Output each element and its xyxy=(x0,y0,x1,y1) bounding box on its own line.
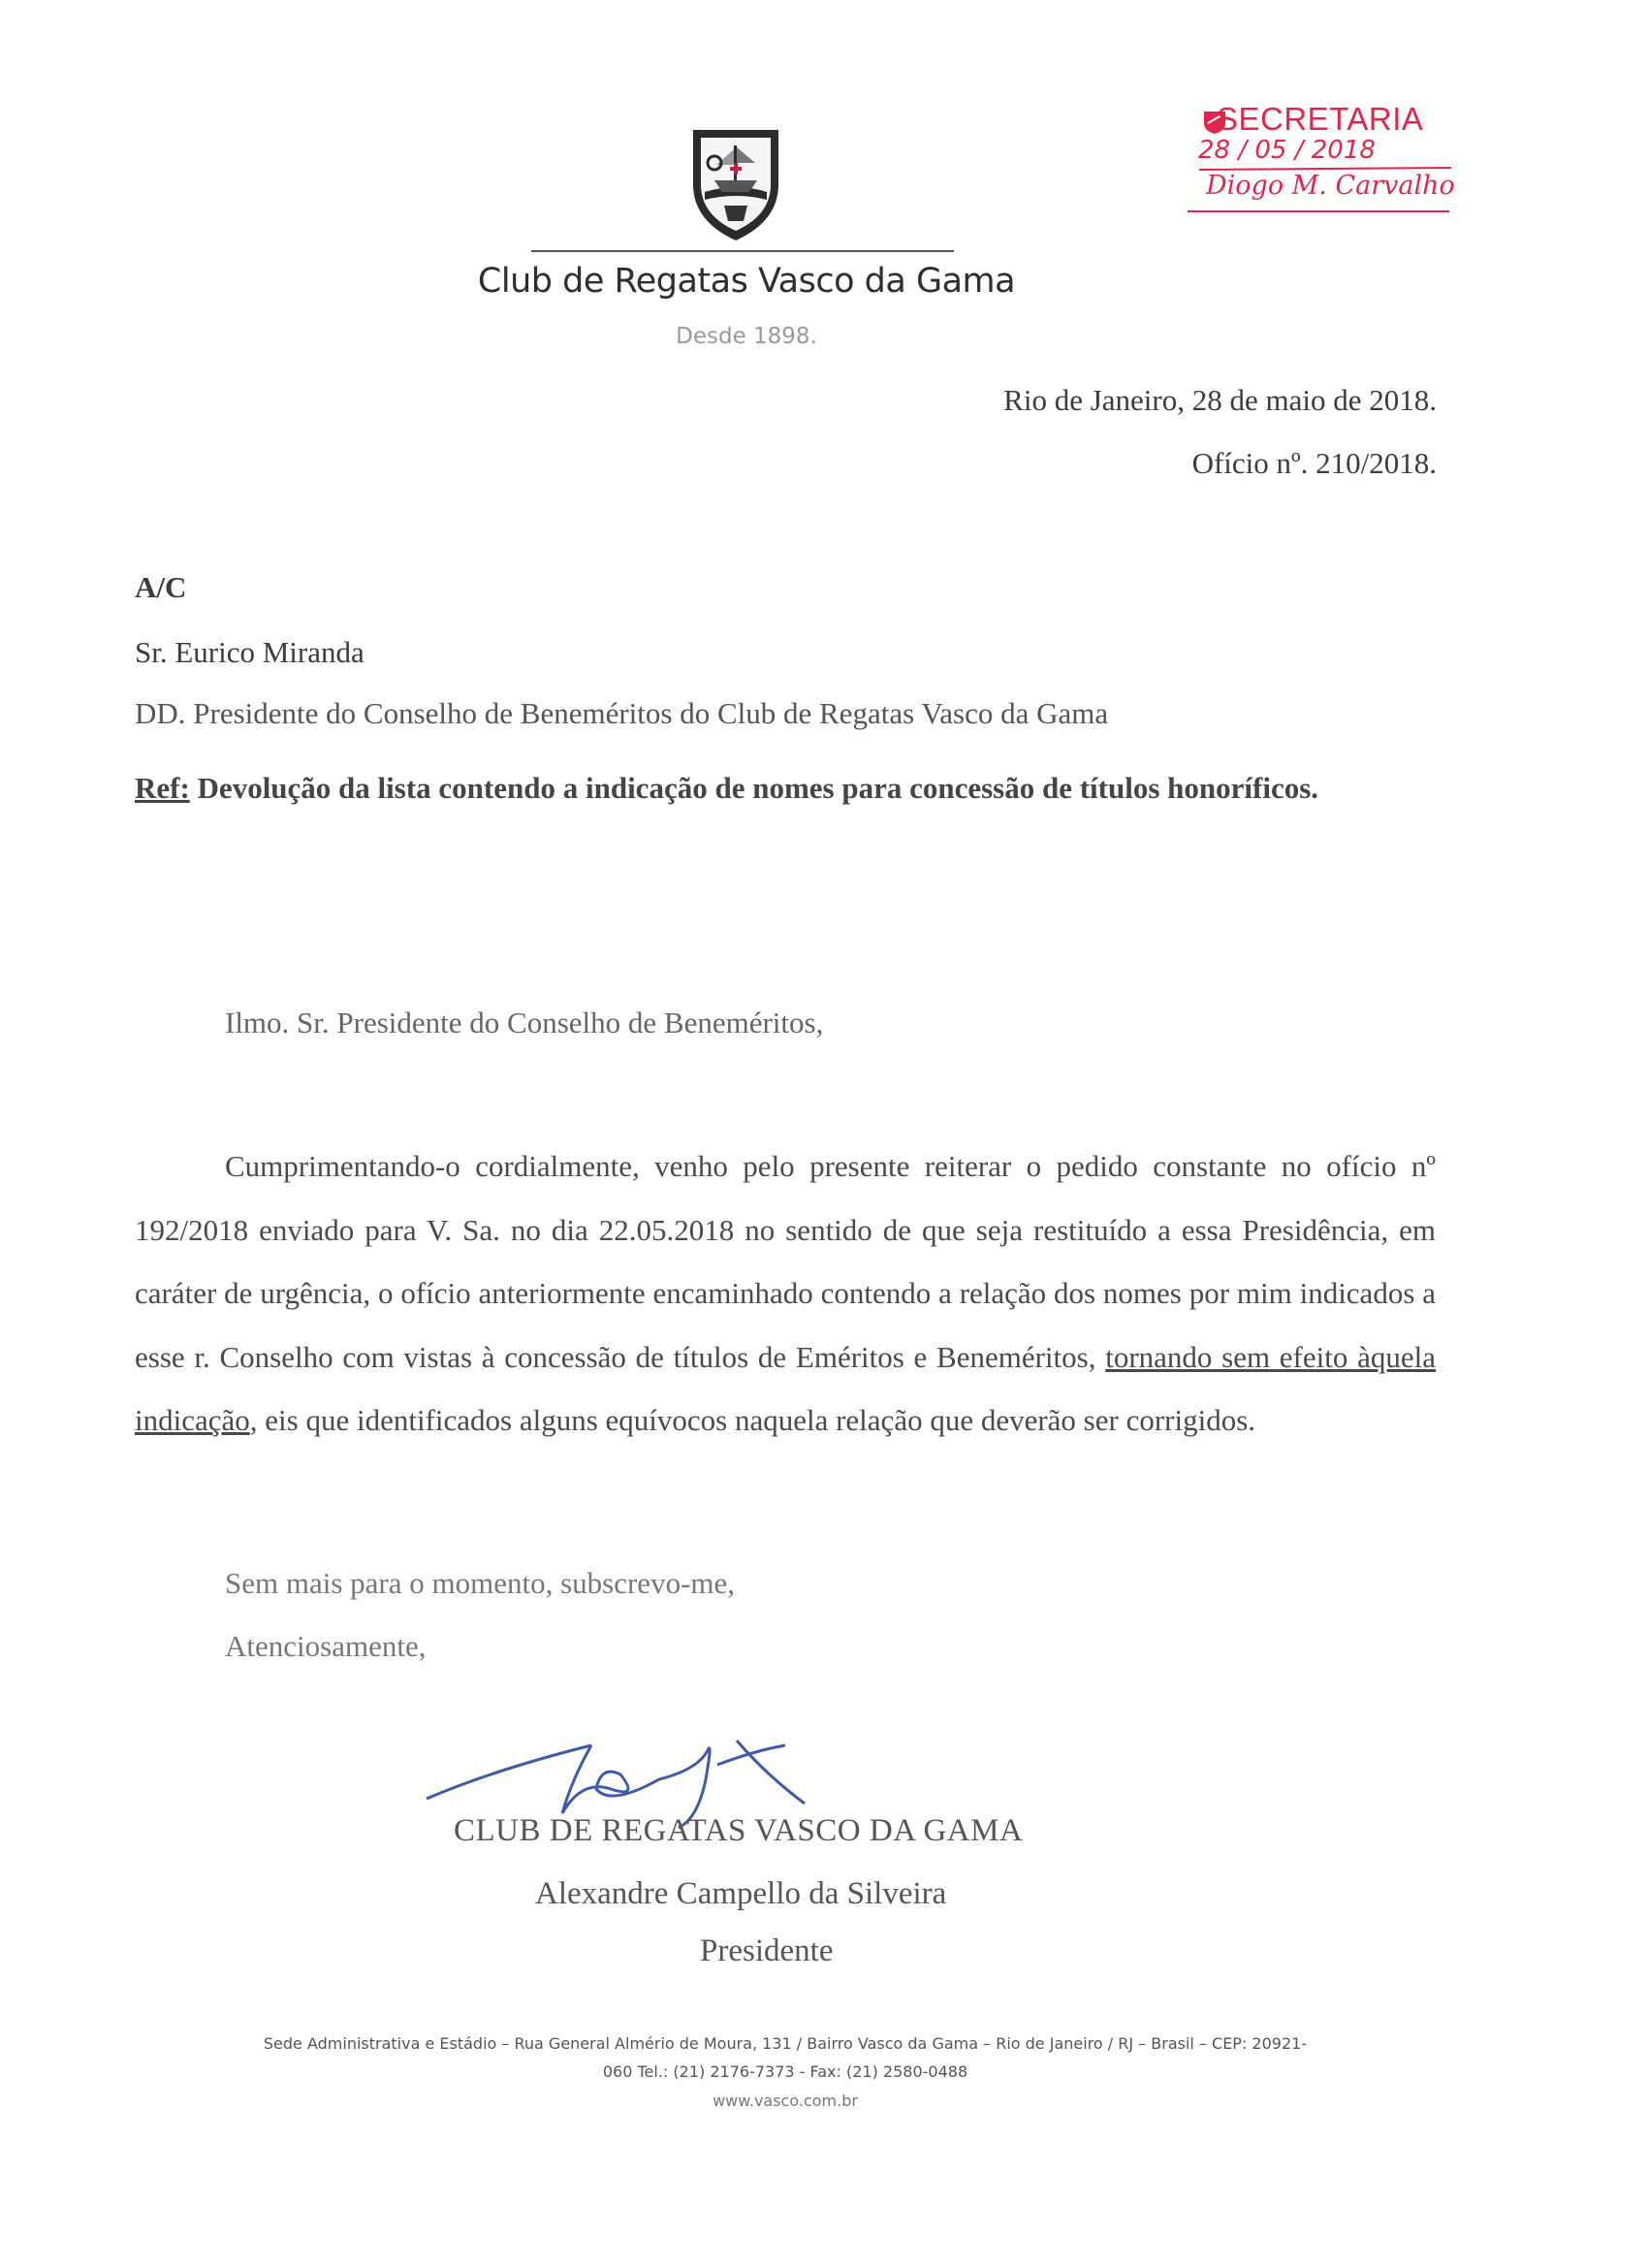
footer-phone: 060 Tel.: (21) 2176-7373 - Fax: (21) 2580-0488 xyxy=(602,2062,968,2081)
club-crest-logo xyxy=(685,124,786,244)
stamp-title: SECRETARIA xyxy=(1217,101,1424,137)
closing-line-1: Sem mais para o momento, subscrevo-me, xyxy=(225,1566,736,1600)
reference-line xyxy=(135,756,1436,819)
footer-address: Sede Administrativa e Estádio – Rua General Almério de Moura, 131 / Bairro Vasco da Gama – Rio de Janeiro / RJ – Brasil – CEP: 20921- xyxy=(263,2034,1308,2053)
closing-line-2: Atenciosamente, xyxy=(225,1629,427,1663)
footer-website: www.vasco.com.br xyxy=(713,2092,858,2110)
stamp-date: 28 / 05 / 2018 xyxy=(1198,136,1376,165)
attention-label: A/C xyxy=(135,570,187,604)
club-name: Club de Regatas Vasco da Gama xyxy=(477,262,1016,301)
recipient-title: DD. Presidente do Conselho de Beneméritos do Club de Regatas Vasco da Gama xyxy=(135,696,1109,730)
body-text-part2: , eis que identificados alguns equívocos naquela relação que deverão ser corrigidos. xyxy=(249,1403,1256,1437)
body-text-part1: Cumprimentando-o cordialmente, venho pelo presente reiterar o pedido constante no ofício nº 192/2018 enviado para V. Sa. no dia 22.05.2018 no sentido de que seja restituído a essa Presidência, em caráter de urgência, o ofício anteriormente encaminhado contendo a relação dos nomes por mim indicados a esse r. Conselho com vistas à concessão de títulos de Eméritos e Beneméritos, xyxy=(135,1149,1436,1374)
salutation: Ilmo. Sr. Presidente do Conselho de Beneméritos, xyxy=(225,1006,824,1039)
signature-organization: CLUB DE REGATAS VASCO DA GAMA xyxy=(454,1813,1024,1848)
body-paragraph xyxy=(135,1134,1436,1453)
header-divider xyxy=(531,250,954,252)
body-text-underlined: tornando sem efeito àquela indicação xyxy=(135,1339,1436,1437)
letter-date: Rio de Janeiro, 28 de maio de 2018. xyxy=(1003,383,1437,417)
reference-text: Devolução da lista contendo a indicação de nomes para concessão de títulos honoríficos. xyxy=(189,771,1319,805)
oficio-number: Ofício nº. 210/2018. xyxy=(1191,446,1437,480)
recipient-name: Sr. Eurico Miranda xyxy=(135,635,364,669)
reference-label: Ref: xyxy=(135,771,190,805)
signer-name: Alexandre Campello da Silveira xyxy=(535,1876,947,1911)
founded-text: Desde 1898. xyxy=(676,324,817,349)
stamp-signature: Diogo M. Carvalho xyxy=(1206,171,1455,201)
signer-role: Presidente xyxy=(700,1933,834,1968)
